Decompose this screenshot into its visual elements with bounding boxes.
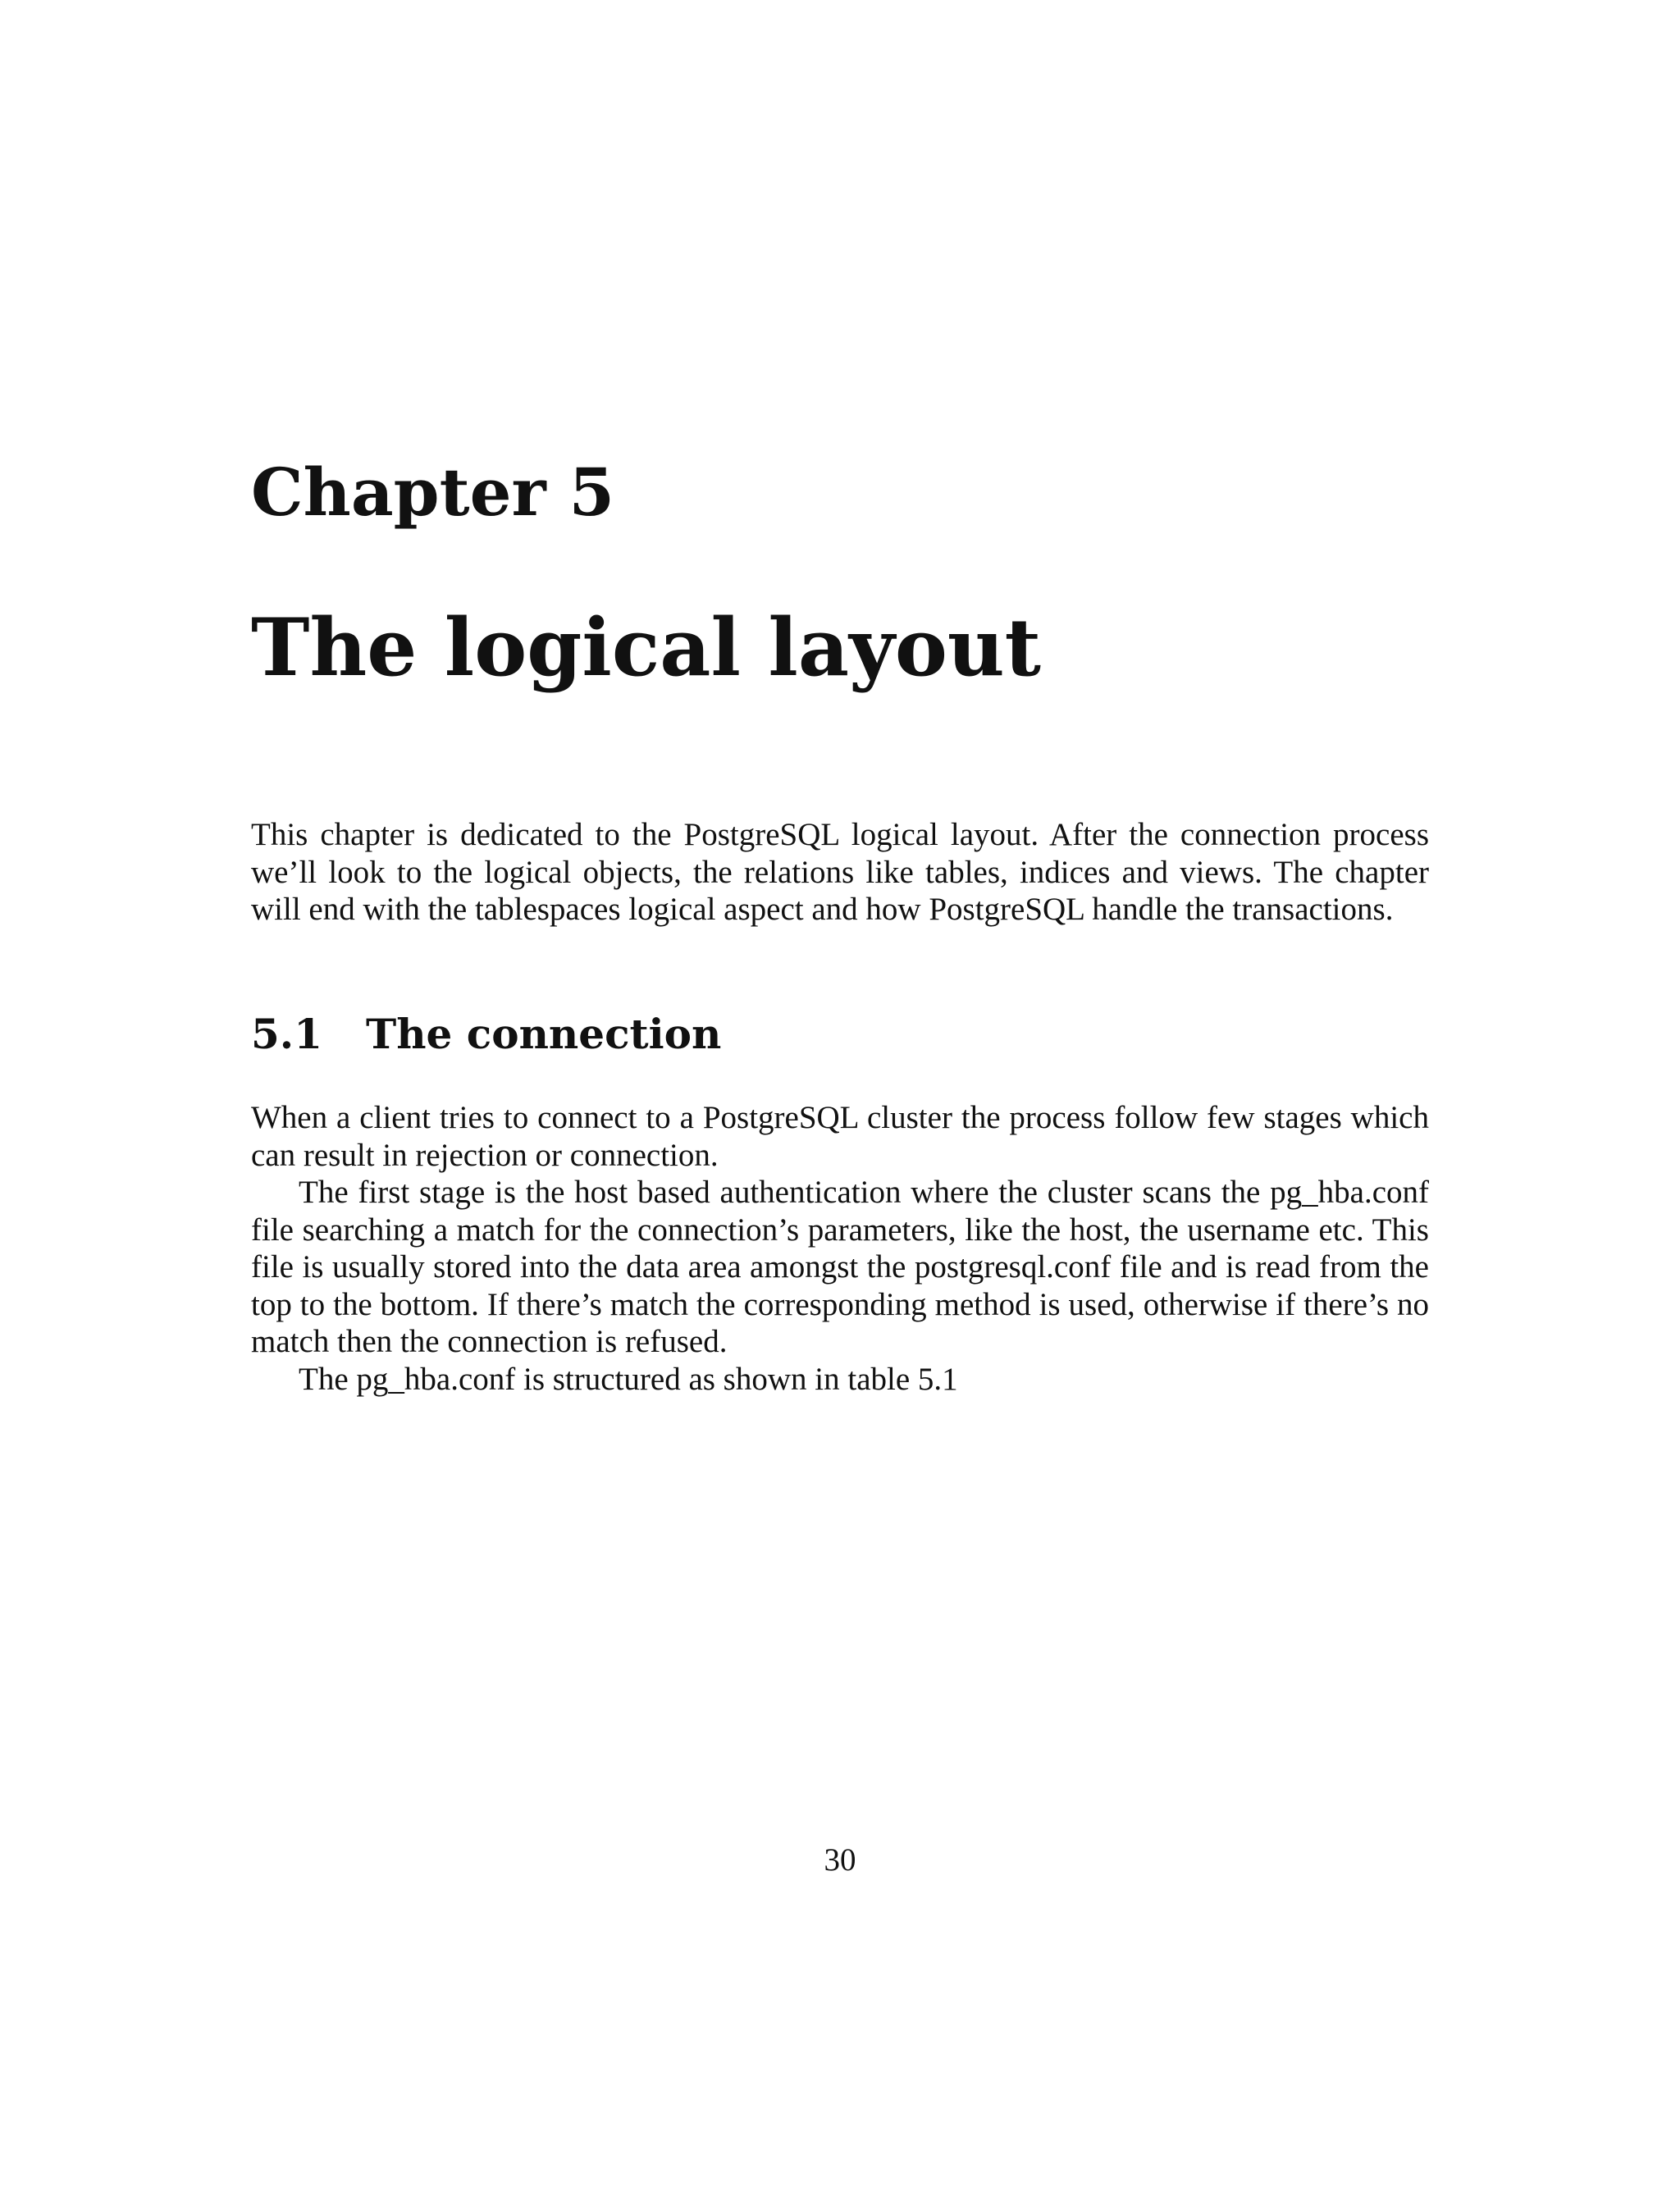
section-heading (251, 1010, 722, 1058)
chapter-label: Chapter 5 (251, 454, 615, 531)
section-body (251, 1099, 1429, 1398)
body-paragraph: The first stage is the host based authentication where the cluster scans the pg_hba.conf file searching a match for the connection’s parameters, like the host, the username etc. This file is usually stored into the data area amongst the postgresql.conf file and is read from the top to the bottom. If there’s match the corresponding method is used, otherwise if there’s no match then the connection is refused. (251, 1175, 1429, 1359)
body-paragraph: The pg_hba.conf is structured as shown in table 5.1 (299, 1361, 958, 1397)
chapter-title: The logical layout (251, 601, 1041, 694)
body-paragraph: When a client tries to connect to a PostgreSQL cluster the process follow few stages which can result in rejection or connection. (251, 1100, 1429, 1173)
page-number: 30 (824, 1842, 856, 1878)
section-number: 5.1 (251, 1010, 322, 1058)
section-title: The connection (366, 1010, 722, 1058)
intro-paragraph: This chapter is dedicated to the PostgreSQL logical layout. After the connection process we’ll look to the logical objects, the relations like tables, indices and views. The chapter will end with the tablespaces logical aspect and how PostgreSQL handle the transactions. (251, 817, 1429, 927)
